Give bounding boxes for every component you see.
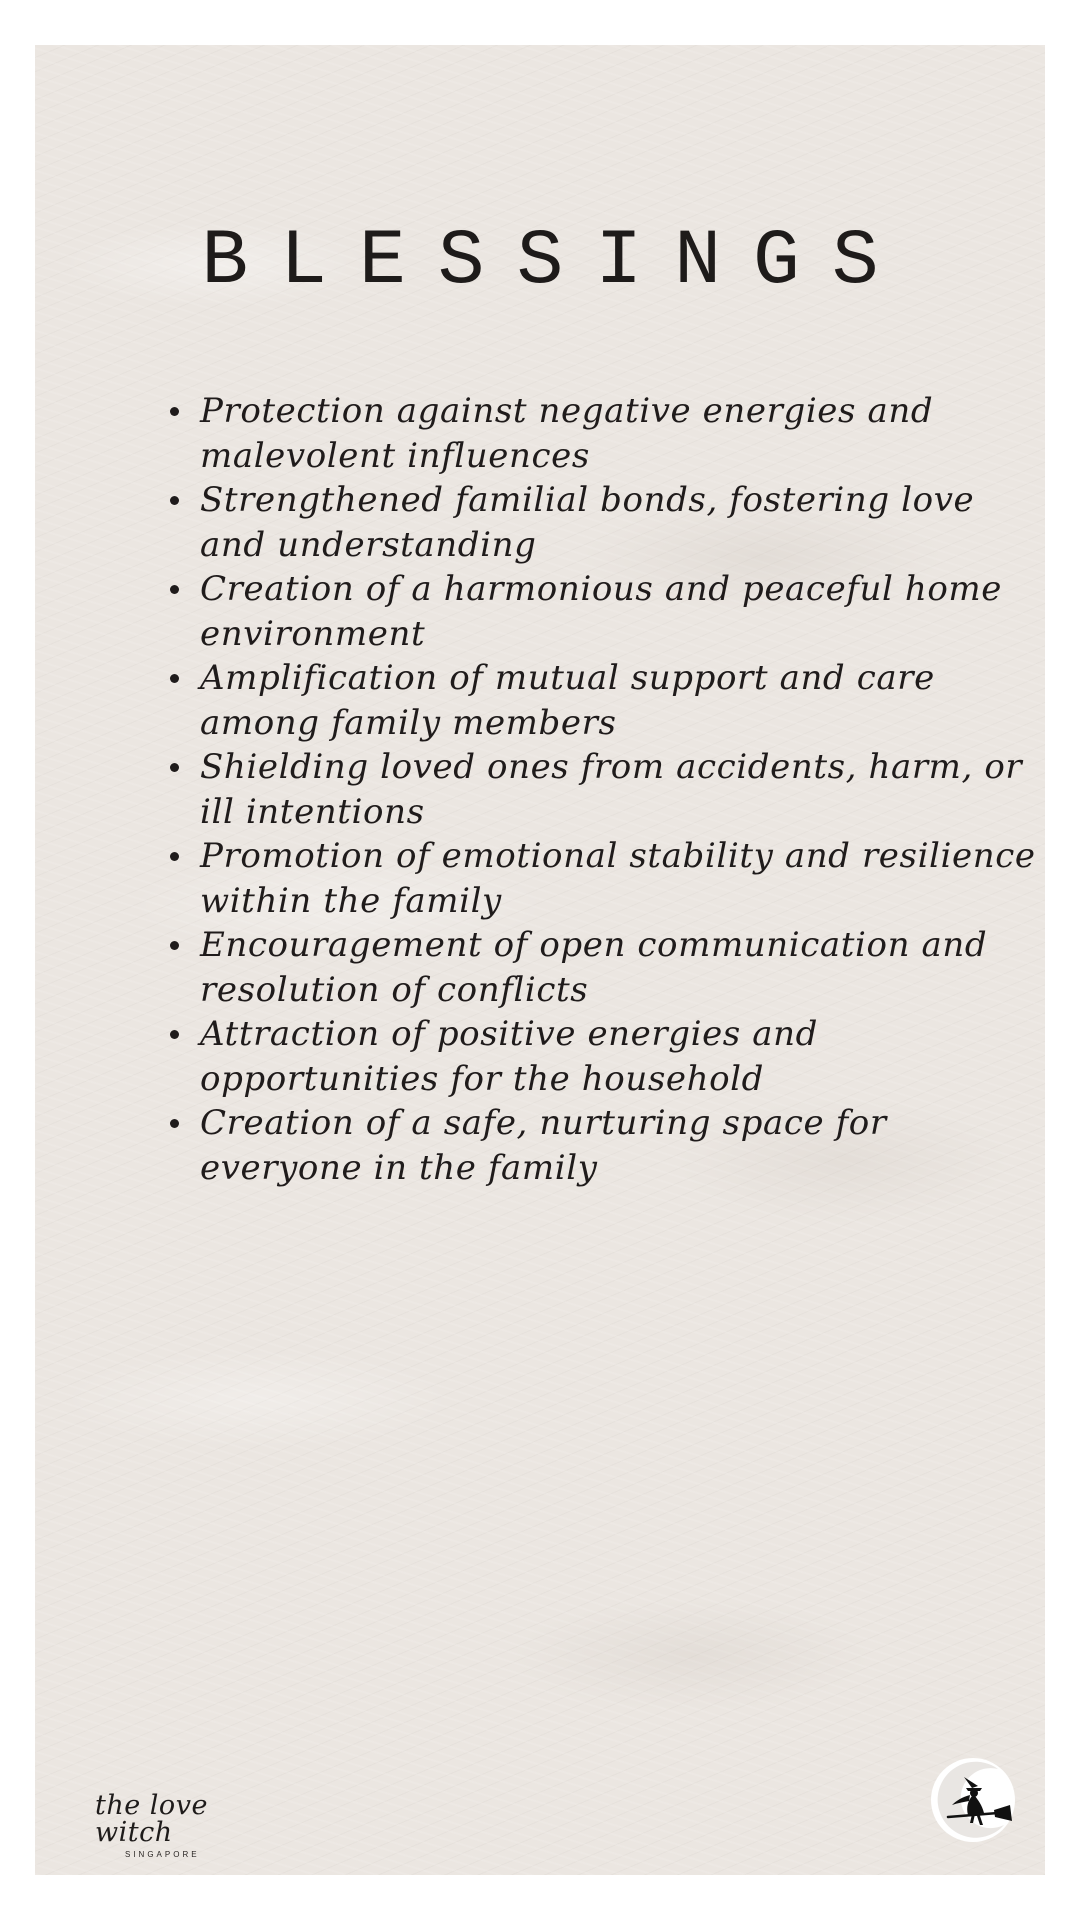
list-item: Shielding loved ones from accidents, harm, or ill intentions: [200, 745, 1050, 834]
blessings-list: [165, 389, 1050, 1190]
list-item: Attraction of positive energies and opportunities for the household: [200, 1012, 1050, 1101]
list-item: Protection against negative energies and malevolent influences: [200, 389, 1050, 478]
brand-location: SINGAPORE: [125, 1850, 200, 1859]
paper-background: [35, 45, 1045, 1875]
list-item: Creation of a safe, nurturing space for everyone in the family: [200, 1101, 1050, 1190]
brand-name: the love witch: [95, 1790, 208, 1848]
witch-on-broom-moon-icon: [928, 1755, 1018, 1845]
list-item: Promotion of emotional stability and resilience within the family: [200, 834, 1050, 923]
page-title: BLESSINGS: [201, 218, 911, 306]
list-item: Creation of a harmonious and peaceful home environment: [200, 567, 1050, 656]
brand-logo: [95, 1790, 245, 1859]
list-item: Amplification of mutual support and care among family members: [200, 656, 1050, 745]
list-item: Strengthened familial bonds, fostering love and understanding: [200, 478, 1050, 567]
list-item: Encouragement of open communication and resolution of conflicts: [200, 923, 1050, 1012]
